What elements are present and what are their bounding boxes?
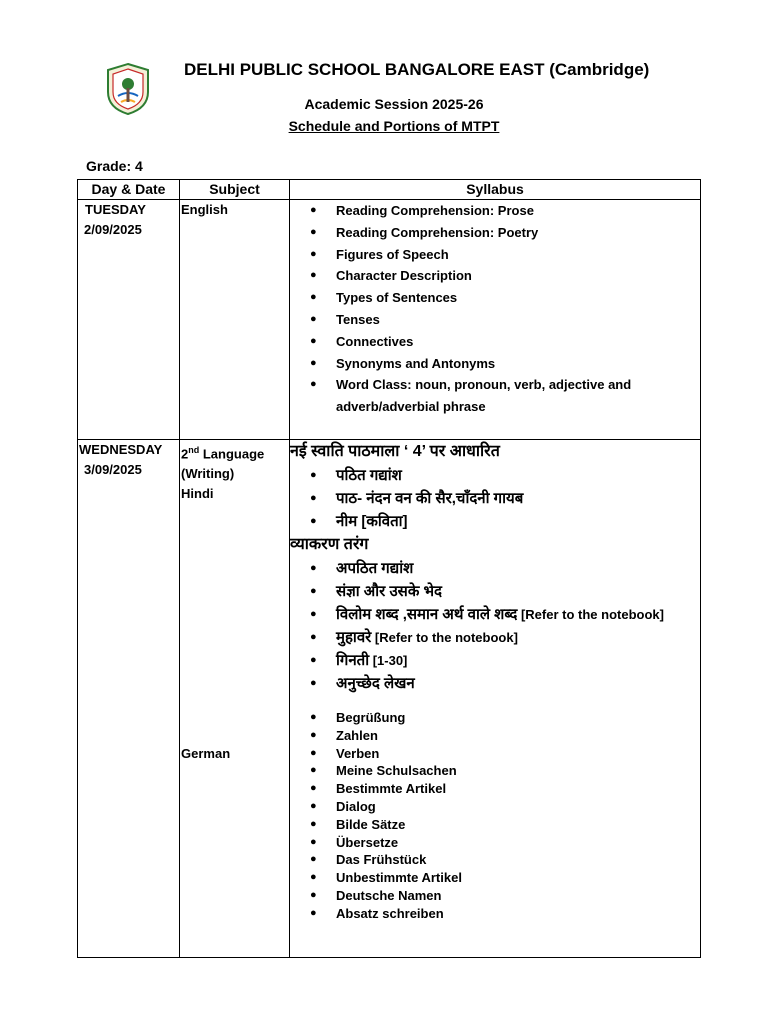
list-item: ● Reading Comprehension: Poetry [310, 222, 700, 244]
list-item: ● Dialog [310, 798, 700, 816]
subject-writing-label: (Writing) [181, 466, 235, 482]
subject-hindi-label: Hindi [181, 486, 214, 502]
list-item: ● Bestimmte Artikel [310, 780, 700, 798]
grade-label: Grade: 4 [86, 158, 143, 174]
list-item: ● Das Frühstück [310, 851, 700, 869]
table-row [78, 440, 701, 958]
subject-cell [180, 440, 290, 958]
hindi-grammar-list [290, 557, 700, 695]
date-label: 2/09/2025 [84, 222, 142, 237]
hindi-heading-textbook: नई स्वाति पाठमाला ‘ 4’ पर आधारित [290, 443, 500, 460]
list-item: ● Absatz schreiben [310, 905, 700, 923]
subject-german-label: German [181, 746, 231, 762]
list-item: ● Word Class: noun, pronoun, verb, adjective and adverb/adverbial phrase [310, 374, 700, 418]
school-name: DELHI PUBLIC SCHOOL BANGALORE EAST (Cambridge) [184, 60, 650, 79]
list-item: ● Types of Sentences [310, 287, 700, 309]
list-item: ● Reading Comprehension: Prose [310, 200, 700, 222]
hindi-heading-grammar: व्याकरण तरंग [290, 536, 369, 553]
document-title: Schedule and Portions of MTPT [288, 118, 500, 134]
session-title: Academic Session 2025-26 [304, 96, 484, 112]
day-date-cell [78, 200, 180, 440]
list-item: ● Deutsche Namen [310, 887, 700, 905]
german-syllabus-list [290, 709, 700, 923]
subject-cell [180, 200, 290, 440]
list-item: ● Connectives [310, 331, 700, 353]
list-item: ● Bilde Sätze [310, 816, 700, 834]
list-item: ● Tenses [310, 309, 700, 331]
list-item: ● Figures of Speech [310, 244, 700, 266]
english-syllabus-list [290, 200, 700, 418]
list-item: ● Synonyms and Antonyms [310, 353, 700, 375]
date-label: 3/09/2025 [84, 462, 142, 477]
subject-language-label: 2nd Language [181, 445, 265, 462]
list-item: ● Begrüßung [310, 709, 700, 727]
day-date-cell [78, 440, 180, 958]
list-item: ● पाठ- नंदन वन की सैर,चाँदनी गायब [310, 487, 700, 510]
table-row [78, 200, 701, 440]
schedule-table [77, 179, 701, 958]
list-item: ● मुहावरे [Refer to the notebook] [310, 626, 700, 649]
header-syllabus: Syllabus [290, 180, 701, 200]
list-item: ● Character Description [310, 265, 700, 287]
list-item: ● नीम [कविता] [310, 510, 700, 533]
list-item: ● Meine Schulsachen [310, 762, 700, 780]
list-item: ● अपठित गद्यांश [310, 557, 700, 580]
table-header-row [78, 180, 701, 200]
syllabus-cell [290, 200, 701, 440]
subject-label: English [181, 202, 228, 217]
syllabus-cell [290, 440, 701, 958]
hindi-textbook-list [290, 464, 700, 533]
list-item: ● Verben [310, 745, 700, 763]
list-item: ● संज्ञा और उसके भेद [310, 580, 700, 603]
list-item: ● पठित गद्यांश [310, 464, 700, 487]
list-item: ● Übersetze [310, 834, 700, 852]
header-subject: Subject [180, 180, 290, 200]
list-item: ● गिनती [1-30] [310, 649, 700, 672]
list-item: ● Unbestimmte Artikel [310, 869, 700, 887]
list-item: ● अनुच्छेद लेखन [310, 672, 700, 695]
list-item: ● Zahlen [310, 727, 700, 745]
list-item: ● विलोम शब्द ,समान अर्थ वाले शब्द [Refer to the notebook] [310, 603, 700, 626]
day-label: TUESDAY [85, 202, 146, 217]
header-day-date: Day & Date [78, 180, 180, 200]
day-label: WEDNESDAY [79, 442, 163, 457]
